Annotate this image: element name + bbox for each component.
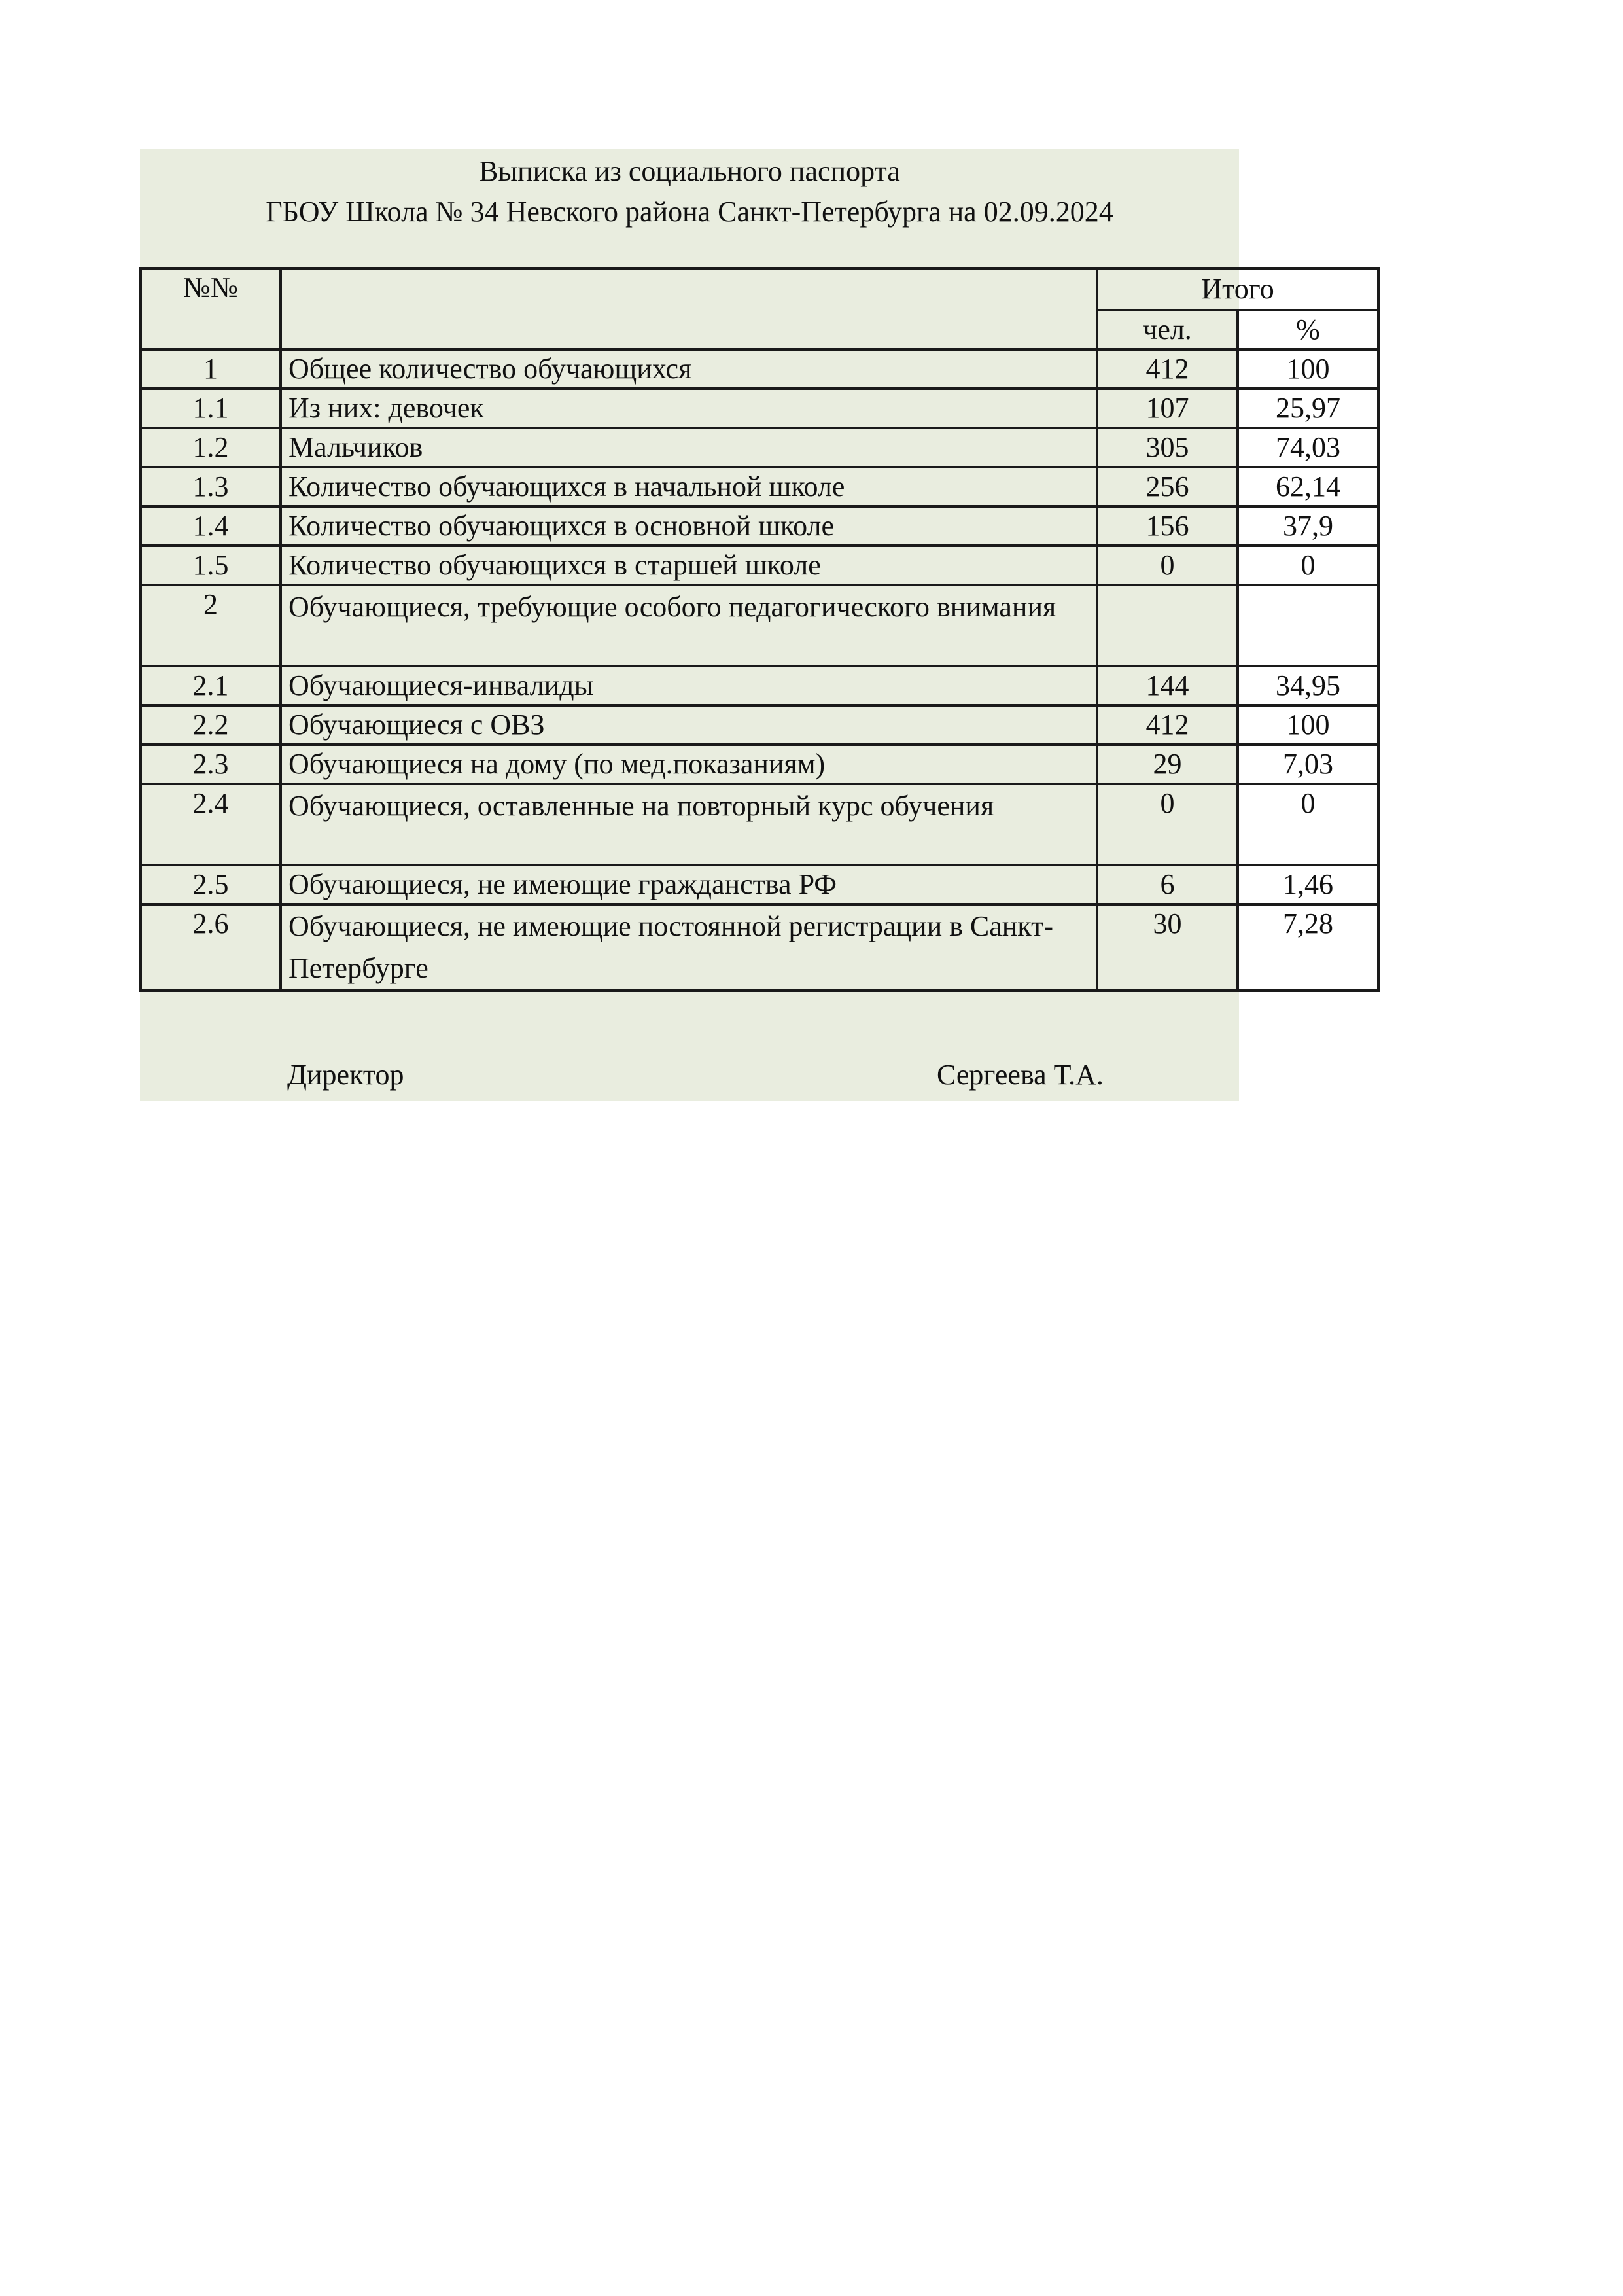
signature-name: Сергеева Т.А.	[937, 1059, 1104, 1091]
table-row	[141, 506, 1378, 546]
row-name: Общее количество обучающихся	[281, 349, 1097, 389]
row-number: 1.3	[141, 467, 281, 506]
row-name: Количество обучающихся в начальной школе	[281, 467, 1097, 506]
row-percent: 34,95	[1238, 666, 1378, 705]
table-row	[141, 389, 1378, 428]
row-number: 2.1	[141, 666, 281, 705]
row-count: 412	[1097, 349, 1238, 389]
table-row	[141, 705, 1378, 745]
row-percent: 62,14	[1238, 467, 1378, 506]
row-percent: 100	[1238, 349, 1378, 389]
row-number: 2.4	[141, 784, 281, 865]
row-count: 305	[1097, 428, 1238, 467]
row-number: 1	[141, 349, 281, 389]
data-table	[139, 267, 1380, 992]
row-count: 256	[1097, 467, 1238, 506]
document-subtitle: ГБОУ Школа № 34 Невского района Санкт-Петербурга на 02.09.2024	[266, 196, 1113, 228]
row-number: 1.2	[141, 428, 281, 467]
row-number: 2.3	[141, 745, 281, 784]
signature-position: Директор	[287, 1059, 404, 1091]
row-count: 156	[1097, 506, 1238, 546]
row-count: 107	[1097, 389, 1238, 428]
table-row	[141, 745, 1378, 784]
table-row	[141, 666, 1378, 705]
header-percent: %	[1238, 310, 1378, 349]
row-name: Обучающиеся, не имеющие гражданства РФ	[281, 865, 1097, 904]
row-name: Обучающиеся-инвалиды	[281, 666, 1097, 705]
row-number: 2.5	[141, 865, 281, 904]
row-percent: 100	[1238, 705, 1378, 745]
row-name: Количество обучающихся в старшей школе	[281, 546, 1097, 585]
row-percent: 0	[1238, 784, 1378, 865]
header-name-blank	[281, 268, 1097, 349]
row-percent: 37,9	[1238, 506, 1378, 546]
row-count	[1097, 585, 1238, 666]
row-count: 30	[1097, 904, 1238, 991]
row-name: Обучающиеся, требующие особого педагогического внимания	[281, 585, 1097, 666]
row-number: 1.1	[141, 389, 281, 428]
row-percent: 0	[1238, 546, 1378, 585]
table-row	[141, 904, 1378, 991]
table-row	[141, 865, 1378, 904]
row-percent: 25,97	[1238, 389, 1378, 428]
row-number: 2	[141, 585, 281, 666]
row-number: 2.6	[141, 904, 281, 991]
row-percent: 1,46	[1238, 865, 1378, 904]
row-count: 144	[1097, 666, 1238, 705]
row-count: 0	[1097, 546, 1238, 585]
row-name: Из них: девочек	[281, 389, 1097, 428]
row-percent: 7,28	[1238, 904, 1378, 991]
row-name: Обучающиеся, не имеющие постоянной регистрации в Санкт-Петербурге	[281, 904, 1097, 991]
row-name: Количество обучающихся в основной школе	[281, 506, 1097, 546]
row-count: 6	[1097, 865, 1238, 904]
row-name: Мальчиков	[281, 428, 1097, 467]
table-row	[141, 784, 1378, 865]
row-number: 1.5	[141, 546, 281, 585]
row-count: 412	[1097, 705, 1238, 745]
table-row	[141, 585, 1378, 666]
row-count: 29	[1097, 745, 1238, 784]
row-count: 0	[1097, 784, 1238, 865]
row-number: 2.2	[141, 705, 281, 745]
row-number: 1.4	[141, 506, 281, 546]
row-percent	[1238, 585, 1378, 666]
row-percent: 74,03	[1238, 428, 1378, 467]
table-header-row	[141, 268, 1378, 310]
row-name: Обучающиеся на дому (по мед.показаниям)	[281, 745, 1097, 784]
table-row	[141, 349, 1378, 389]
table-row	[141, 546, 1378, 585]
header-people: чел.	[1097, 310, 1238, 349]
document-title: Выписка из социального паспорта	[479, 155, 900, 187]
header-total: Итого	[1097, 268, 1378, 310]
document-sheet	[140, 149, 1340, 1101]
row-percent: 7,03	[1238, 745, 1378, 784]
row-name: Обучающиеся с ОВЗ	[281, 705, 1097, 745]
table-row	[141, 467, 1378, 506]
header-number: №№	[141, 268, 281, 349]
table-row	[141, 428, 1378, 467]
row-name: Обучающиеся, оставленные на повторный курс обучения	[281, 784, 1097, 865]
